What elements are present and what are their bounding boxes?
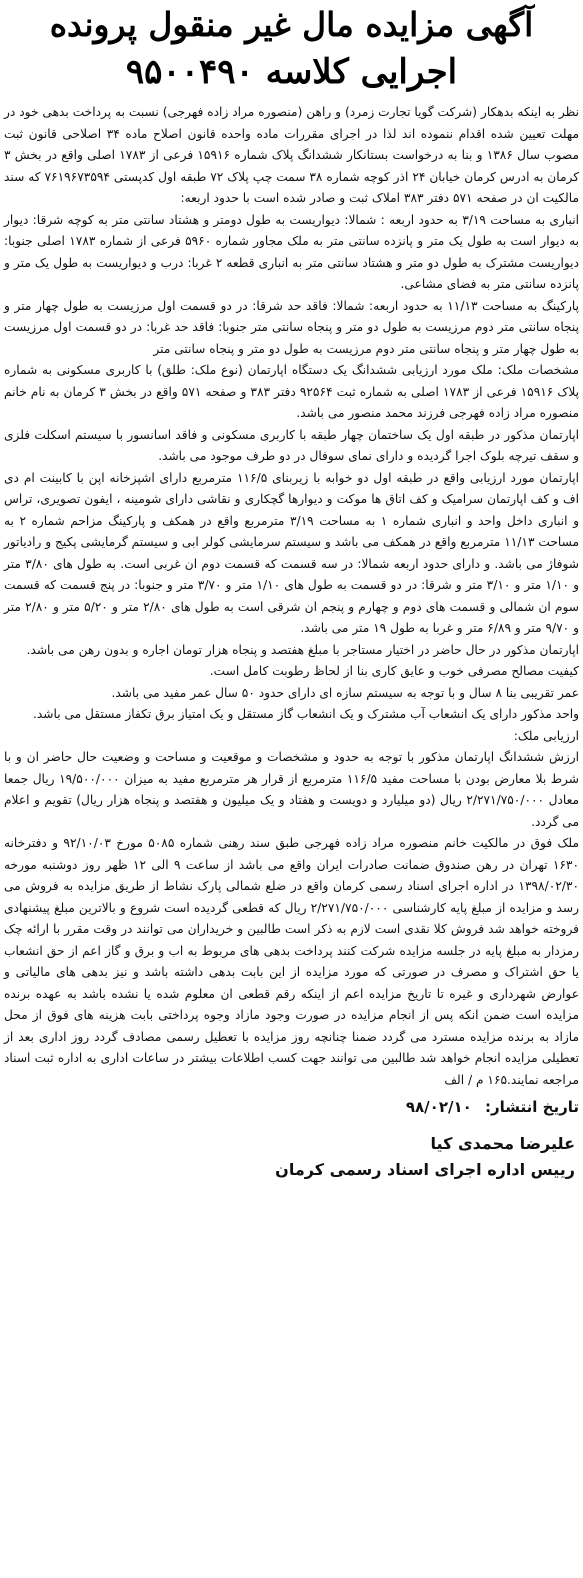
paragraph-intro: نظر به اینکه بدهکار (شرکت گویا تجارت زمرد) و راهن (منصوره مراد زاده فهرجی) نسبت به پرداخت بدهی خود در مهلت تعیین شده اقدام ننموده اند لذا در اجرای مقررات ماده واحده قانون اصلاح ماده ۳۴ اصلاحی قانون ثبت مصوب سال ۱۳۸۶ و بنا به درخواست بستانکار ششدانگ پلاک شماره ۱۵۹۱۶ فرعی از ۱۷۸۳ اصلی واقع در بخش ۳ کرمان به ادرس کرمان خیابان ۲۴ اذر کوچه شماره ۳۸ سمت چپ پلاک ۷۲ طبقه اول کدپستی ۷۶۱۹۶۷۳۵۹۴ که سند مالکیت ان در صفحه ۵۷۱ دفتر ۳۸۳ املاک ثبت و صادر شده است با حدود اربعه: — [4, 105, 580, 205]
paragraph-valuation: ارزش ششدانگ اپارتمان مذکور با توجه به حدود و مشخصات و موقعیت و مساحت و وضعیت حال حاضر ان و با شرط بلا معارض بودن با مساحت مفید ۱۱۶/۵ مترمربع از قرار هر مترمربع مفید به میزان ۱۹/۵۰۰/۰۰۰ ریال جمعا معادل ۲/۲۷۱/۷۵۰/۰۰۰ ریال (دو میلیارد و دویست و هفتاد و یک میلیون و هفتصد و پنجاه هزار ریال) تقویم و اعلام می گردد. — [4, 750, 580, 829]
notice-title-line2: اجرایی کلاسه ۹۵۰۰۴۹۰ — [125, 52, 458, 92]
publication-date-label: تاریخ انتشار: — [485, 1098, 579, 1116]
paragraph-auction-terms: ملک فوق در مالکیت خانم منصوره مراد زاده فهرجی طبق سند رهنی شماره ۵۰۸۵ مورخ ۹۲/۱۰/۰۳ و دفترخانه ۱۶۳۰ تهران در رهن صندوق ضمانت صادرات ایران واقع می باشد از ساعت ۹ الی ۱۲ ظهر روز دوشنبه مورخه ۱۳۹۸/۰۲/۳۰ در اداره اجرای اسناد رسمی کرمان واقع در ضلع شمالی پارک نشاط از طریق مزایده به فروش می رسد و مزایده از مبلغ پایه کارشناسی ۲/۲۷۱/۷۵۰/۰۰۰ ریال که قطعی گردیده است شروع و بالاترین مبلغ پیشنهادی فروخته خواهد شد فروش کلا نقدی است لازم به ذکر است طالبین و خریداران می توانند در وقت مقرر با ارائه چک رمزدار به مبلغ پایه در جلسه مزایده شرکت کنند پرداخت بدهی های مربوط به اب و برق و گاز اعم از حق انشعاب یا حق اشتراک و مصرف در صورتی که مورد مزایده از این بابت بدهی داشته باشد و نیز بدهی های مالیاتی و عوارض شهرداری و غیره تا تاریخ مزایده اعم از اینکه رقم قطعی ان معلوم شده یا نشده باشد به عهده برنده مزایده است ضمن انکه پس از انجام مزایده در صورت وجود مازاد وجوه پرداختی بابت هزینه های فوق از محل مازاد به برنده مزایده مسترد می گردد ضمنا چنانچه روز مزایده با تعطیل رسمی مصادف گردد روز اداری بعد از تعطیلی مزایده انجام خواهد شد طالبین می توانند جهت کسب اطلاعات بیشتر در ساعات اداری به اداره ثبت اسناد مراجعه نمایند.۱۶۵ م / الف — [4, 836, 580, 1087]
paragraph-tenancy: اپارتمان مذکور در حال حاضر در اختیار مستاجر با مبلغ هفتصد و پنجاه هزار تومان اجاره و بدون رهن می باشد. — [26, 642, 579, 657]
notice-body — [4, 102, 579, 1091]
paragraph-property-specs: مشخصات ملک: ملک مورد ارزیابی ششدانگ یک دستگاه اپارتمان (نوع ملک: طلق) با کاربری مسکونی به شماره پلاک ۱۵۹۱۶ فرعی از ۱۷۸۳ اصلی به شماره ثبت ۹۲۵۶۴ دفتر ۳۸۳ و صفحه ۵۷۱ واقع در بخش ۳ کرمان به نام خانم منصوره مراد زاده فهرجی فرزند محمد منصور می باشد. — [4, 363, 579, 420]
paragraph-utilities: واحد مذکور دارای یک انشعاب آب مشترک و یک انشعاب گاز مستقل و یک امتیاز برق تکفاز مستقل می باشد. — [33, 707, 579, 721]
notice-title-line1: آگهی مزایده مال غیر منقول پرونده — [49, 5, 534, 44]
paragraph-building-age: عمر تقریبی بنا ۸ سال و با توجه به سیستم سازه ای دارای حدود ۵۰ سال عمر مفید می باشد. — [111, 685, 579, 700]
publication-date: ۹۸/۰۲/۱۰ — [405, 1098, 472, 1116]
paragraph-building-description: اپارتمان مذکور در طبقه اول یک ساختمان چهار طبقه با کاربری مسکونی و فاقد اسانسور با سیستم اسکلت فلزی و سقف تیرچه بلوک اجرا گردیده و دارای نمای سوفال در دو طرف موجود می باشد. — [4, 427, 579, 463]
publication-date-line — [4, 1095, 579, 1119]
paragraph-materials: کیفیت مصالح مصرفی خوب و عایق کاری بنا از لحاظ رطوبت کامل است. — [209, 664, 579, 678]
paragraph-parking-boundaries: پارکینگ به مساحت ۱۱/۱۳ به حدود اربعه: شمالا: فاقد حد شرقا: در دو قسمت اول مرزیست به طول چهار متر و پنجاه سانتی متر دوم مرزیست به طول دو متر و پنجاه سانتی متر جنوبا: فاقد حد غربا: در دو قسمت اول مرزیست به طول چهار متر و پنجاه سانتی متر دوم مرزیست به طول دو متر و پنجاه سانتی متر — [4, 298, 579, 356]
paragraph-apartment-details: اپارتمان مورد ارزیابی واقع در طبقه اول دو خوابه با زیربنای ۱۱۶/۵ مترمربع دارای اشپزخانه اپن با کابینت ام دی اف و کف اپارتمان سرامیک و کف اتاق ها موکت و دیوارها گچکاری و نقاشی دارای شومینه ، ایفون تصویری، تراس و انباری داخل واحد و انباری شماره ۱ به مساحت ۳/۱۹ مترمربع واقع در همکف و پارکینگ مزاحم شماره ۲ به مساحت ۱۱/۱۳ مترمربع واقع در همکف می باشد و سیستم سرمایشی کولر ابی و سیستم گرمایشی پکیج و رادیاتور شوفاژ می باشد. و دارای حدود اربعه شمالا: در سه قسمت که قسمت دوم ان غربی است. به طول های ۳/۸۰ متر و ۱/۱۰ متر و ۳/۱۰ متر و شرقا: در دو قسمت به طول های ۱/۱۰ متر و ۳/۷۰ متر و جنوبا: در پنج قسمت که قسمت سوم ان شمالی و قسمت های دوم و چهارم و پنجم ان شرقی است به طول های ۲/۸۰ متر و ۵/۲۰ متر و ۲/۸۰ متر و ۹/۷۰ متر و ۶/۸۹ متر و غربا به طول ۱۹ متر می باشد. — [4, 470, 579, 635]
paragraph-storage-boundaries: انباری به مساحت ۳/۱۹ به حدود اربعه : شمالا: دیواریست به طول دومتر و هشتاد سانتی متر به کوچه شرقا: دیوار به دیوار است به طول یک متر و پانزده سانتی متر به ملک مجاور شماره ۵۹۶۰ فرعی از شماره ۱۷۸۳ اصلی جنوبا: دیواریست مشترک به طول دو متر و هشتاد سانتی متر به انباری قطعه ۲ غربا: درب و دیواریست به طول یک متر و پانزده سانتی متر به فضای مشاعی. — [4, 212, 580, 291]
signatory-name: علیرضا محمدی کیا — [430, 1134, 575, 1153]
signature-block — [4, 1131, 579, 1183]
paragraph-valuation-heading: ارزیابی ملک: — [513, 728, 579, 743]
signatory-position: رییس اداره اجرای اسناد رسمی کرمان — [275, 1160, 575, 1179]
